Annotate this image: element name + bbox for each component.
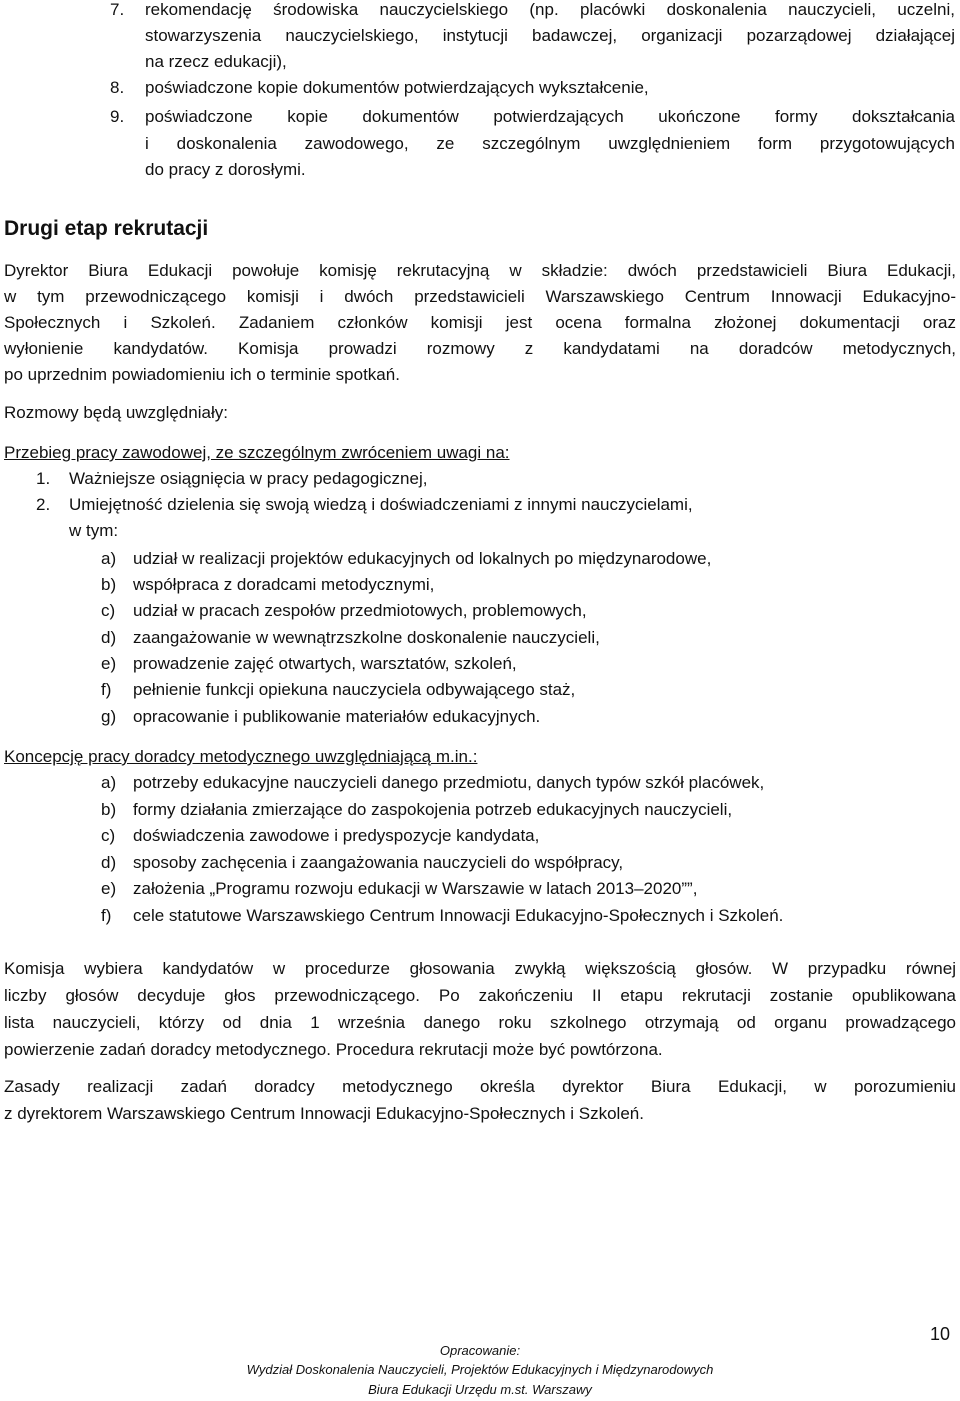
list-item: współpraca z doradcami metodycznymi, bbox=[133, 575, 435, 594]
paragraph-line: lista nauczycieli, którzy od dnia 1 września danego roku szkolnego otrzymają od organu prowadzącego bbox=[4, 1013, 956, 1032]
list-letter: g) bbox=[101, 707, 117, 726]
paragraph-line: liczby głosów decyduje głos przewodniczącego. Po zakończeniu II etapu rekrutacji zostanie opublikowana bbox=[4, 986, 956, 1005]
list-letter: d) bbox=[101, 628, 117, 647]
paragraph-line: Zasady realizacji zadań doradcy metodycznego określa dyrektor Biura Edukacji, w porozumieniu bbox=[4, 1077, 956, 1096]
list-letter: b) bbox=[101, 800, 117, 819]
list-item-line: i doskonalenia zawodowego, ze szczególnym uwzględnieniem form przygotowujących bbox=[145, 134, 955, 153]
list-item-line: na rzecz edukacji), bbox=[145, 52, 287, 71]
list-item-line: stowarzyszenia nauczycielskiego, instytucji badawczej, organizacji pozarządowej działającej bbox=[145, 26, 955, 45]
list-letter: f) bbox=[101, 906, 112, 925]
paragraph-line: w tym przewodniczącego komisji i dwóch przedstawicieli Warszawskiego Centrum Innowacji Edukacyjno- bbox=[4, 287, 956, 306]
paragraph-line: Społecznych i Szkoleń. Zadaniem członków komisji jest ocena formalna złożonej dokumentacji oraz bbox=[4, 313, 956, 332]
list-number: 2. bbox=[36, 495, 51, 514]
list-item: zaangażowanie w wewnątrzszkolne doskonalenie nauczycieli, bbox=[133, 628, 600, 647]
paragraph-line: Dyrektor Biura Edukacji powołuje komisję rekrutacyjną w składzie: dwóch przedstawicieli Biura Edukacji, bbox=[4, 261, 956, 280]
footer-line: Opracowanie: bbox=[439, 1343, 521, 1358]
paragraph-line: po uprzednim powiadomieniu ich o terminie spotkań. bbox=[4, 365, 400, 384]
paragraph-line: z dyrektorem Warszawskiego Centrum Innowacji Edukacyjno-Społecznych i Szkoleń. bbox=[4, 1104, 644, 1123]
list-item-line: poświadczone kopie dokumentów potwierdzających ukończone formy dokształcania bbox=[145, 107, 955, 126]
list-item: formy działania zmierzające do zaspokojenia potrzeb edukacyjnych nauczycieli, bbox=[133, 800, 733, 819]
list-item-line: rekomendację środowiska nauczycielskiego (np. placówki doskonalenia nauczycieli, uczelni, bbox=[145, 0, 955, 19]
list-item: sposoby zachęcenia i zaangażowania nauczycieli do współpracy, bbox=[133, 853, 624, 872]
list-letter: d) bbox=[101, 853, 117, 872]
list-letter: e) bbox=[101, 654, 117, 673]
list-item-line: do pracy z dorosłymi. bbox=[145, 160, 306, 179]
list-letter: f) bbox=[101, 680, 112, 699]
list-item: opracowanie i publikowanie materiałów edukacyjnych. bbox=[133, 707, 541, 726]
list-item: potrzeby edukacyjne nauczycieli danego przedmiotu, danych typów szkół placówek, bbox=[133, 773, 765, 792]
list-letter: a) bbox=[101, 773, 117, 792]
list-item: udział w realizacji projektów edukacyjnych od lokalnych po międzynarodowe, bbox=[133, 549, 712, 568]
list-item: Umiejętność dzielenia się swoją wiedzą i doświadczeniami z innymi nauczycielami, bbox=[69, 495, 693, 514]
list-letter: e) bbox=[101, 879, 117, 898]
paragraph-line: powierzenie zadań doradcy metodycznego. Procedura rekrutacji może być powtórzona. bbox=[4, 1040, 663, 1059]
list-letter: c) bbox=[101, 601, 116, 620]
list-number: 9. bbox=[110, 107, 125, 126]
career-heading: Przebieg pracy zawodowej, ze szczególnym zwróceniem uwagi na: bbox=[4, 443, 510, 462]
list-item: Ważniejsze osiągnięcia w pracy pedagogicznej, bbox=[69, 469, 428, 488]
list-item: doświadczenia zawodowe i predyspozycje kandydata, bbox=[133, 826, 540, 845]
list-subintro: w tym: bbox=[69, 521, 119, 540]
footer-line: Biura Edukacji Urzędu m.st. Warszawy bbox=[368, 1382, 592, 1397]
list-letter: a) bbox=[101, 549, 117, 568]
page-number: 10 bbox=[930, 1324, 951, 1344]
concept-heading: Koncepcję pracy doradcy metodycznego uwzględniającą m.in.: bbox=[4, 747, 478, 766]
list-item: udział w pracach zespołów przedmiotowych, problemowych, bbox=[133, 601, 587, 620]
list-item: pełnienie funkcji opiekuna nauczyciela odbywającego staż, bbox=[133, 680, 576, 699]
list-number: 1. bbox=[36, 469, 51, 488]
list-number: 8. bbox=[110, 78, 125, 97]
list-item-line: poświadczone kopie dokumentów potwierdzających wykształcenie, bbox=[145, 78, 649, 97]
section-heading: Drugi etap rekrutacji bbox=[4, 217, 209, 240]
paragraph-line: Komisja wybiera kandydatów w procedurze głosowania zwykłą większością głosów. W przypadku równej bbox=[4, 959, 956, 978]
list-letter: b) bbox=[101, 575, 117, 594]
list-letter: c) bbox=[101, 826, 116, 845]
interviews-intro: Rozmowy będą uwzględniały: bbox=[4, 403, 228, 422]
footer-line: Wydział Doskonalenia Nauczycieli, Projektów Edukacyjnych i Międzynarodowych bbox=[246, 1362, 714, 1377]
paragraph-line: wyłonienie kandydatów. Komisja prowadzi rozmowy z kandydatami na doradców metodycznych, bbox=[4, 339, 956, 358]
list-item: prowadzenie zajęć otwartych, warsztatów, szkoleń, bbox=[133, 654, 517, 673]
list-item: cele statutowe Warszawskiego Centrum Innowacji Edukacyjno-Społecznych i Szkoleń. bbox=[133, 906, 784, 925]
list-item: założenia „Programu rozwoju edukacji w Warszawie w latach 2013–2020””, bbox=[133, 879, 698, 898]
list-number: 7. bbox=[110, 0, 125, 19]
